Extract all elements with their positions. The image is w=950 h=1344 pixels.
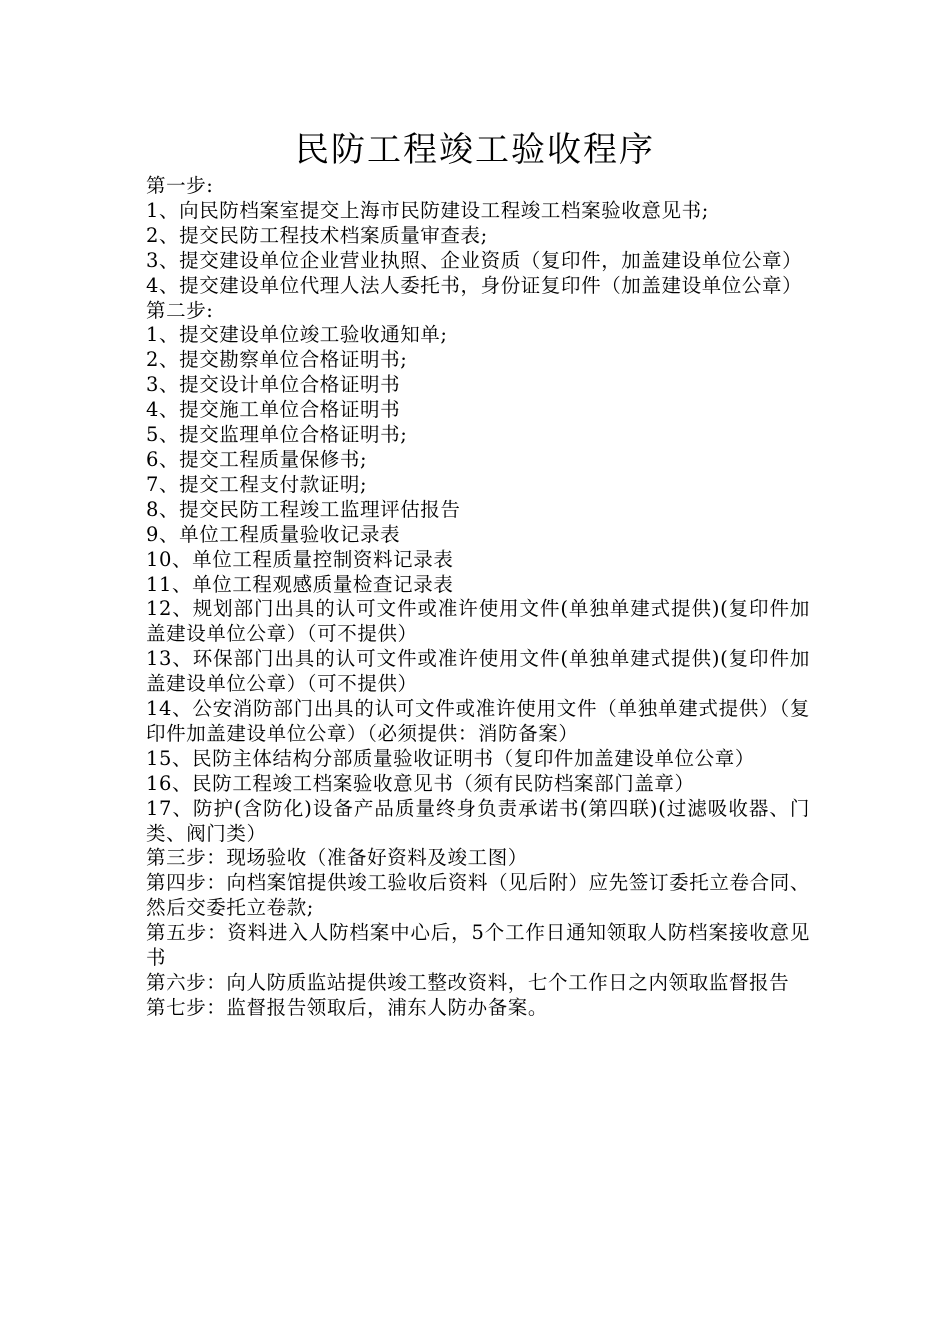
step-1-item-3: 3、提交建设单位企业营业执照、企业资质（复印件，加盖建设单位公章） bbox=[146, 248, 803, 272]
step-2-item-3: 3、提交设计单位合格证明书 bbox=[146, 373, 401, 397]
step-2-item-9: 9、单位工程质量验收记录表 bbox=[146, 522, 401, 546]
step-5: 第五步：资料进入人防档案中心后，5个工作日通知领取人防档案接收意见书 bbox=[146, 921, 810, 970]
step-1-item-4: 4、提交建设单位代理人法人委托书，身份证复印件（加盖建设单位公章） bbox=[146, 273, 803, 297]
step-2-item-4: 4、提交施工单位合格证明书 bbox=[146, 398, 401, 422]
step-2-item-12: 12、规划部门出具的认可文件或准许使用文件(单独单建式提供)(复印件加盖建设单位公章）（可不提供） bbox=[146, 597, 810, 646]
step-4: 第四步：向档案馆提供竣工验收后资料（见后附）应先签订委托立卷合同、然后交委托立卷款; bbox=[146, 871, 810, 920]
step-1-item-2: 2、提交民防工程技术档案质量审查表; bbox=[146, 223, 488, 247]
step-2-item-8: 8、提交民防工程竣工监理评估报告 bbox=[146, 497, 461, 521]
step-2-heading: 第二步: bbox=[146, 298, 214, 322]
step-1-heading: 第一步: bbox=[146, 174, 214, 197]
step-2-item-13: 13、环保部门出具的认可文件或准许使用文件(单独单建式提供)(复印件加盖建设单位公章）（可不提供） bbox=[146, 647, 810, 696]
step-2-item-6: 6、提交工程质量保修书; bbox=[146, 447, 368, 471]
step-2-item-5: 5、提交监理单位合格证明书; bbox=[146, 423, 408, 447]
step-6: 第六步：向人防质监站提供竣工整改资料，七个工作日之内领取监督报告 bbox=[146, 971, 790, 994]
step-3: 第三步：现场验收（准备好资料及竣工图） bbox=[146, 846, 528, 870]
step-2-item-2: 2、提交勘察单位合格证明书; bbox=[146, 348, 408, 372]
step-2-item-7: 7、提交工程支付款证明; bbox=[146, 472, 368, 496]
step-2-item-16: 16、民防工程竣工档案验收意见书（须有民防档案部门盖章） bbox=[146, 771, 695, 795]
document-body bbox=[146, 174, 810, 1021]
step-2-item-17: 17、防护(含防化)设备产品质量终身负责承诺书(第四联)(过滤吸收器、门类、阀门类） bbox=[146, 796, 810, 845]
step-2-item-1: 1、提交建设单位竣工验收通知单; bbox=[146, 323, 448, 347]
page-title: 民防工程竣工验收程序 bbox=[295, 130, 655, 170]
step-2-item-15: 15、民防主体结构分部质量验收证明书（复印件加盖建设单位公章） bbox=[146, 746, 755, 770]
step-7: 第七步：监督报告领取后，浦东人防办备案。 bbox=[146, 995, 549, 1019]
step-2-item-11: 11、单位工程观感质量检查记录表 bbox=[146, 572, 454, 596]
step-2-item-14: 14、公安消防部门出具的认可文件或准许使用文件（单独单建式提供）（复印件加盖建设单位公章）（必须提供：消防备案） bbox=[146, 697, 810, 745]
step-1-item-1: 1、向民防档案室提交上海市民防建设工程竣工档案验收意见书; bbox=[146, 198, 709, 222]
step-2-item-10: 10、单位工程质量控制资料记录表 bbox=[146, 547, 454, 571]
